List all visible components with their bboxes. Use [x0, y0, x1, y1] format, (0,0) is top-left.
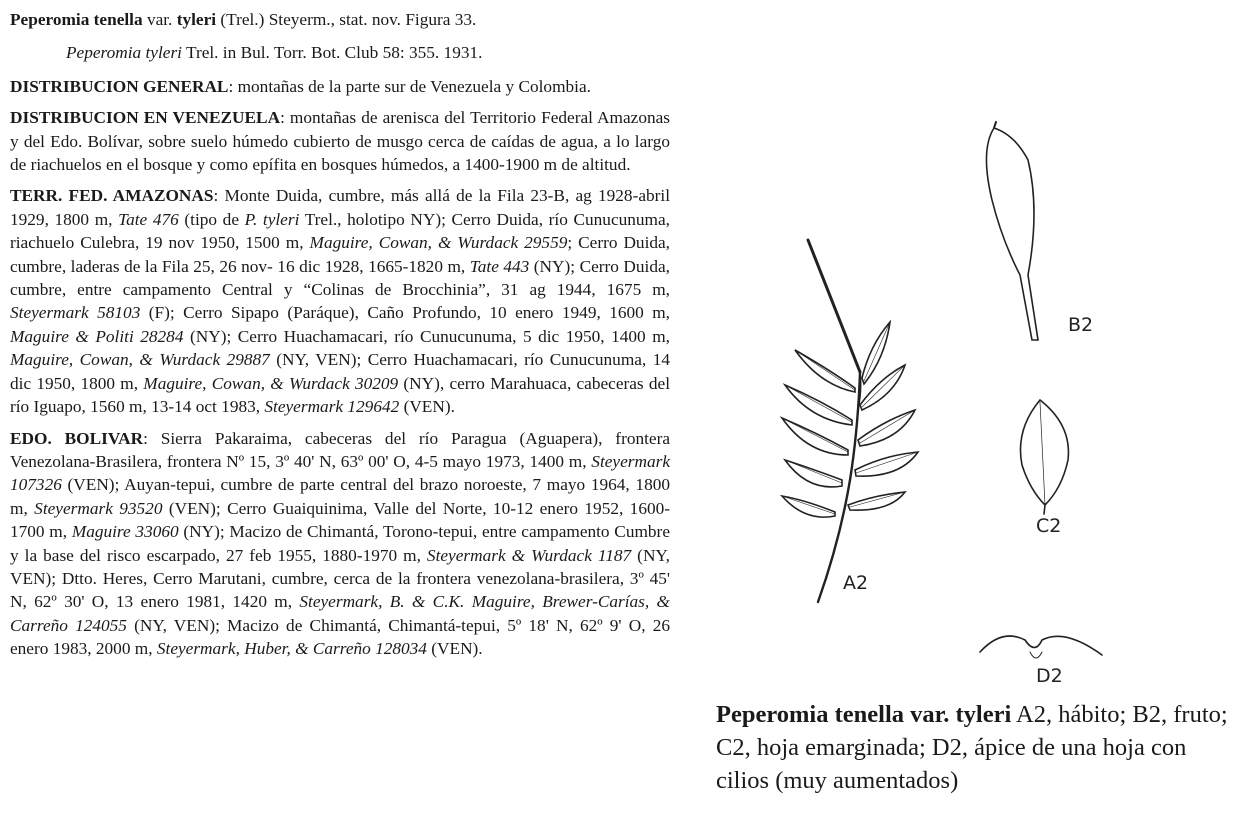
leaf-icon — [782, 322, 918, 517]
species-name: Peperomia tenella — [10, 10, 143, 29]
label-a2: A2 — [843, 572, 869, 594]
species-title: Peperomia tenella var. tyleri (Trel.) Steyerm., stat. nov. Figura 33. — [10, 10, 477, 29]
spike-icon — [808, 240, 860, 372]
fruit-icon — [986, 128, 1038, 340]
illustration-drawing — [690, 0, 1240, 700]
author-citation: (Trel.) Steyerm., stat. nov. Figura 33. — [216, 10, 477, 29]
label-c2: C2 — [1036, 515, 1062, 537]
label-d2: D2 — [1036, 665, 1063, 687]
label-b2: B2 — [1068, 314, 1094, 336]
species-text-column — [10, 8, 670, 661]
figure-caption: Peperomia tenella var. tyleri A2, hábito; B2, fruto; C2, hoja emarginada; D2, ápice de una hoja con cilios (muy aumentados) — [716, 701, 1228, 794]
synonym: Peperomia tyleri Trel. in Bul. Torr. Bot. Club 58: 355. 1931. — [66, 43, 483, 63]
leaf-apex-icon — [980, 636, 1102, 655]
bolivar-specimens: EDO. BOLIVAR: Sierra Pakaraima, cabeceras del río Paragua (Aguapera), frontera Venezolana-Brasilera, frontera Nº 15, 3º 40' N, 63º 00' O, 4-5 mayo 1973, 1400 m, Steyermark 107326 (VEN); Auyan-tepui, cumbre de parte central del brazo noroeste, 7 mayo 1964, 1800 m, Steyermark 93520 (VEN); Cerro Guaiquinima, Valle del Norte, 10-12 enero 1952, 1600-1700 m, Maguire 33060 (NY); Macizo de Chimantá, Torono-tepui, entre campamento Cumbre y la base del risco escarpado, 27 feb 1955, 1880-1970 m, Steyermark & Wurdack 1187 (NY, VEN); Dtto. Heres, Cerro Marutani, cumbre, cerca de la frontera venezolana-brasilera, 3º 45' N, 62º 30' O, 13 enero 1981, 1420 m, Steyermark, B. & C.K. Maguire, Brewer-Carías, & Carreño 124055 (NY, VEN); Macizo de Chimantá, Chimantá-tepui, 5º 18' N, 62º 9' O, 26 enero 1983, 2000 m, Steyermark, Huber, & Carreño 128034 (VEN). — [10, 428, 671, 659]
general-distribution: DISTRIBUCION GENERAL: montañas de la parte sur de Venezuela y Colombia. — [10, 76, 591, 96]
venezuela-distribution: DISTRIBUCION EN VENEZUELA: montañas de arenisca del Territorio Federal Amazonas y del Edo. Bolívar, sobre suelo húmedo cubierto de musgo cerca de caídas de agua, a lo largo de riachuelos en el bosque y como epífita en bosques húmedos, a 1400-1900 m de altitud. — [10, 108, 670, 175]
variety-name: tyleri — [176, 10, 217, 29]
amazonas-specimens: TERR. FED. AMAZONAS: Monte Duida, cumbre, más allá de la Fila 23-B, ag 1928-abril 1929, 1800 m, Tate 476 (tipo de P. tyleri Trel., holotipo NY); Cerro Duida, río Cunucunuma, riachuelo Culebra, 19 nov 1950, 1500 m, Maguire, Cowan, & Wurdack 29559; Cerro Duida, cumbre, laderas de la Fila 25, 26 nov- 16 dic 1928, 1665-1820 m, Tate 443 (NY); Cerro Duida, cumbre, entre campamento Central y “Colinas de Brocchinia”, 31 ag 1944, 1675 m, Steyermark 58103 (F); Cerro Sipapo (Paráque), Caño Profundo, 10 enero 1949, 1600 m, Maguire & Politi 28284 (NY); Cerro Huachamacari, río Cunucunuma, 5 dic 1950, 1400 m, Maguire, Cowan, & Wurdack 29887 (NY, VEN); Cerro Huachamacari, río Cunucunuma, 14 dic 1950, 1800 m, Maguire, Cowan, & Wurdack 30209 (NY), cerro Marahuaca, cabeceras del río Iguapo, 1560 m, 13-14 oct 1983, Steyermark 129642 (VEN). — [10, 186, 671, 417]
